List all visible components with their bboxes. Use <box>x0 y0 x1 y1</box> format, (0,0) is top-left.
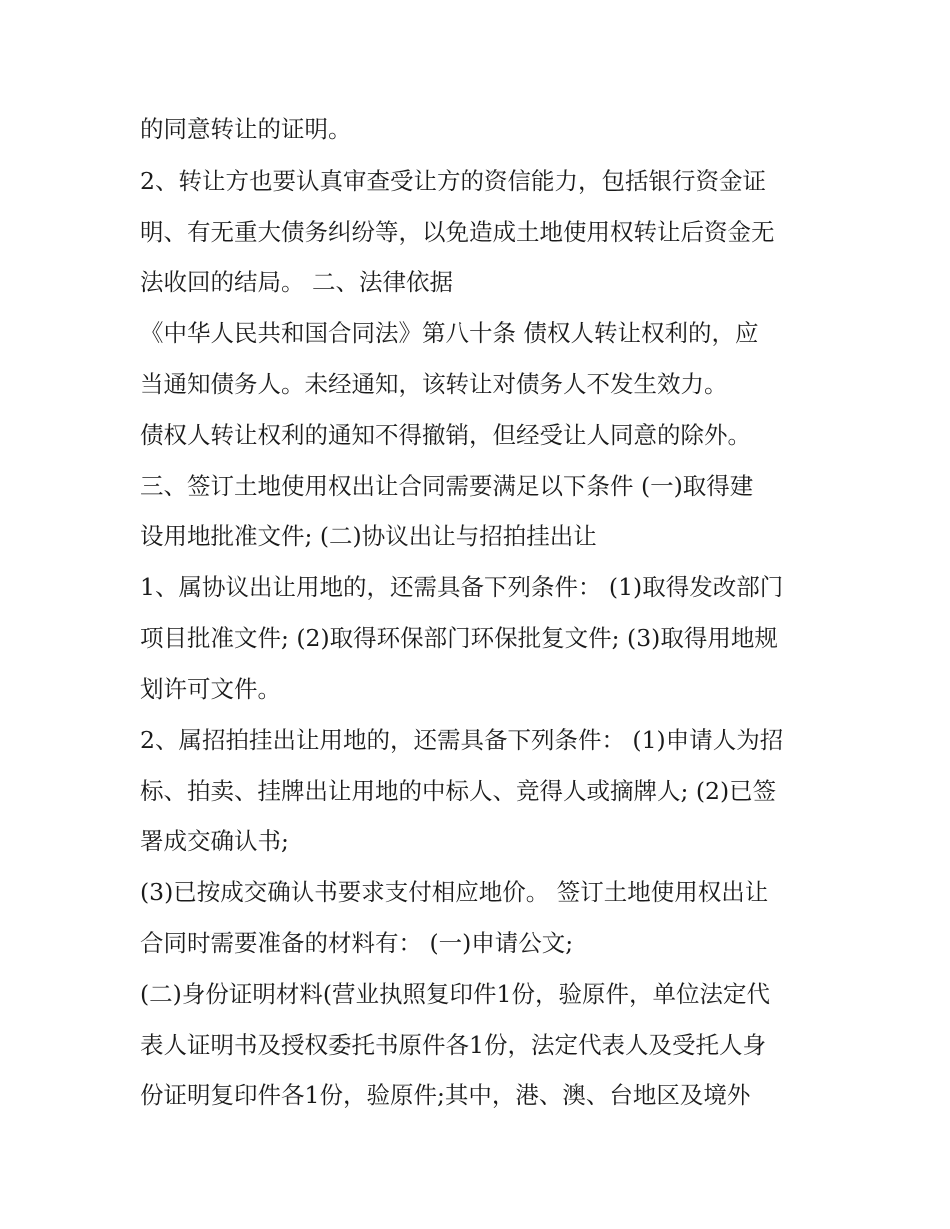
text-line: 三、签订土地使用权出让合同需要满足以下条件 (一)取得建 <box>140 472 754 500</box>
text-line: 划许可文件。 <box>140 675 281 703</box>
text-line: 2、转让方也要认真审查受让方的资信能力，包括银行资金证 <box>140 167 766 195</box>
text-line: 合同时需要准备的材料有： (一)申请公文; <box>140 929 574 957</box>
text-line: (二)身份证明材料(营业执照复印件1份，验原件，单位法定代 <box>140 980 770 1008</box>
text-line: 表人证明书及授权委托书原件各1份，法定代表人及受托人身 <box>140 1031 766 1059</box>
text-line: 标、拍卖、挂牌出让用地的中标人、竞得人或摘牌人; (2)已签 <box>140 777 777 805</box>
text-line: 1、属协议出让用地的，还需具备下列条件： (1)取得发改部门 <box>140 573 784 601</box>
text-line: 《中华人民共和国合同法》第八十条 债权人转让权利的，应 <box>140 319 759 347</box>
text-line: 的同意转让的证明。 <box>140 115 352 143</box>
text-line: (3)已按成交确认书要求支付相应地价。 签订土地使用权出让 <box>140 878 769 906</box>
text-line: 设用地批准文件; (二)协议出让与招拍挂出让 <box>140 522 597 550</box>
text-line: 当通知债务人。未经通知，该转让对债务人不发生效力。 <box>140 370 728 398</box>
text-line: 债权人转让权利的通知不得撤销，但经受让人同意的除外。 <box>140 421 751 449</box>
text-line: 署成交确认书; <box>140 827 289 855</box>
text-line: 2、属招拍挂出让用地的，还需具备下列条件： (1)申请人为招 <box>140 726 784 754</box>
text-line: 项目批准文件; (2)取得环保部门环保批复文件; (3)取得用地规 <box>140 624 778 652</box>
text-line: 明、有无重大债务纠纷等，以免造成土地使用权转让后资金无 <box>140 218 775 246</box>
text-line: 份证明复印件各1份，验原件;其中，港、澳、台地区及境外 <box>140 1081 751 1109</box>
text-line: 法收回的结局。 二、法律依据 <box>140 268 453 296</box>
